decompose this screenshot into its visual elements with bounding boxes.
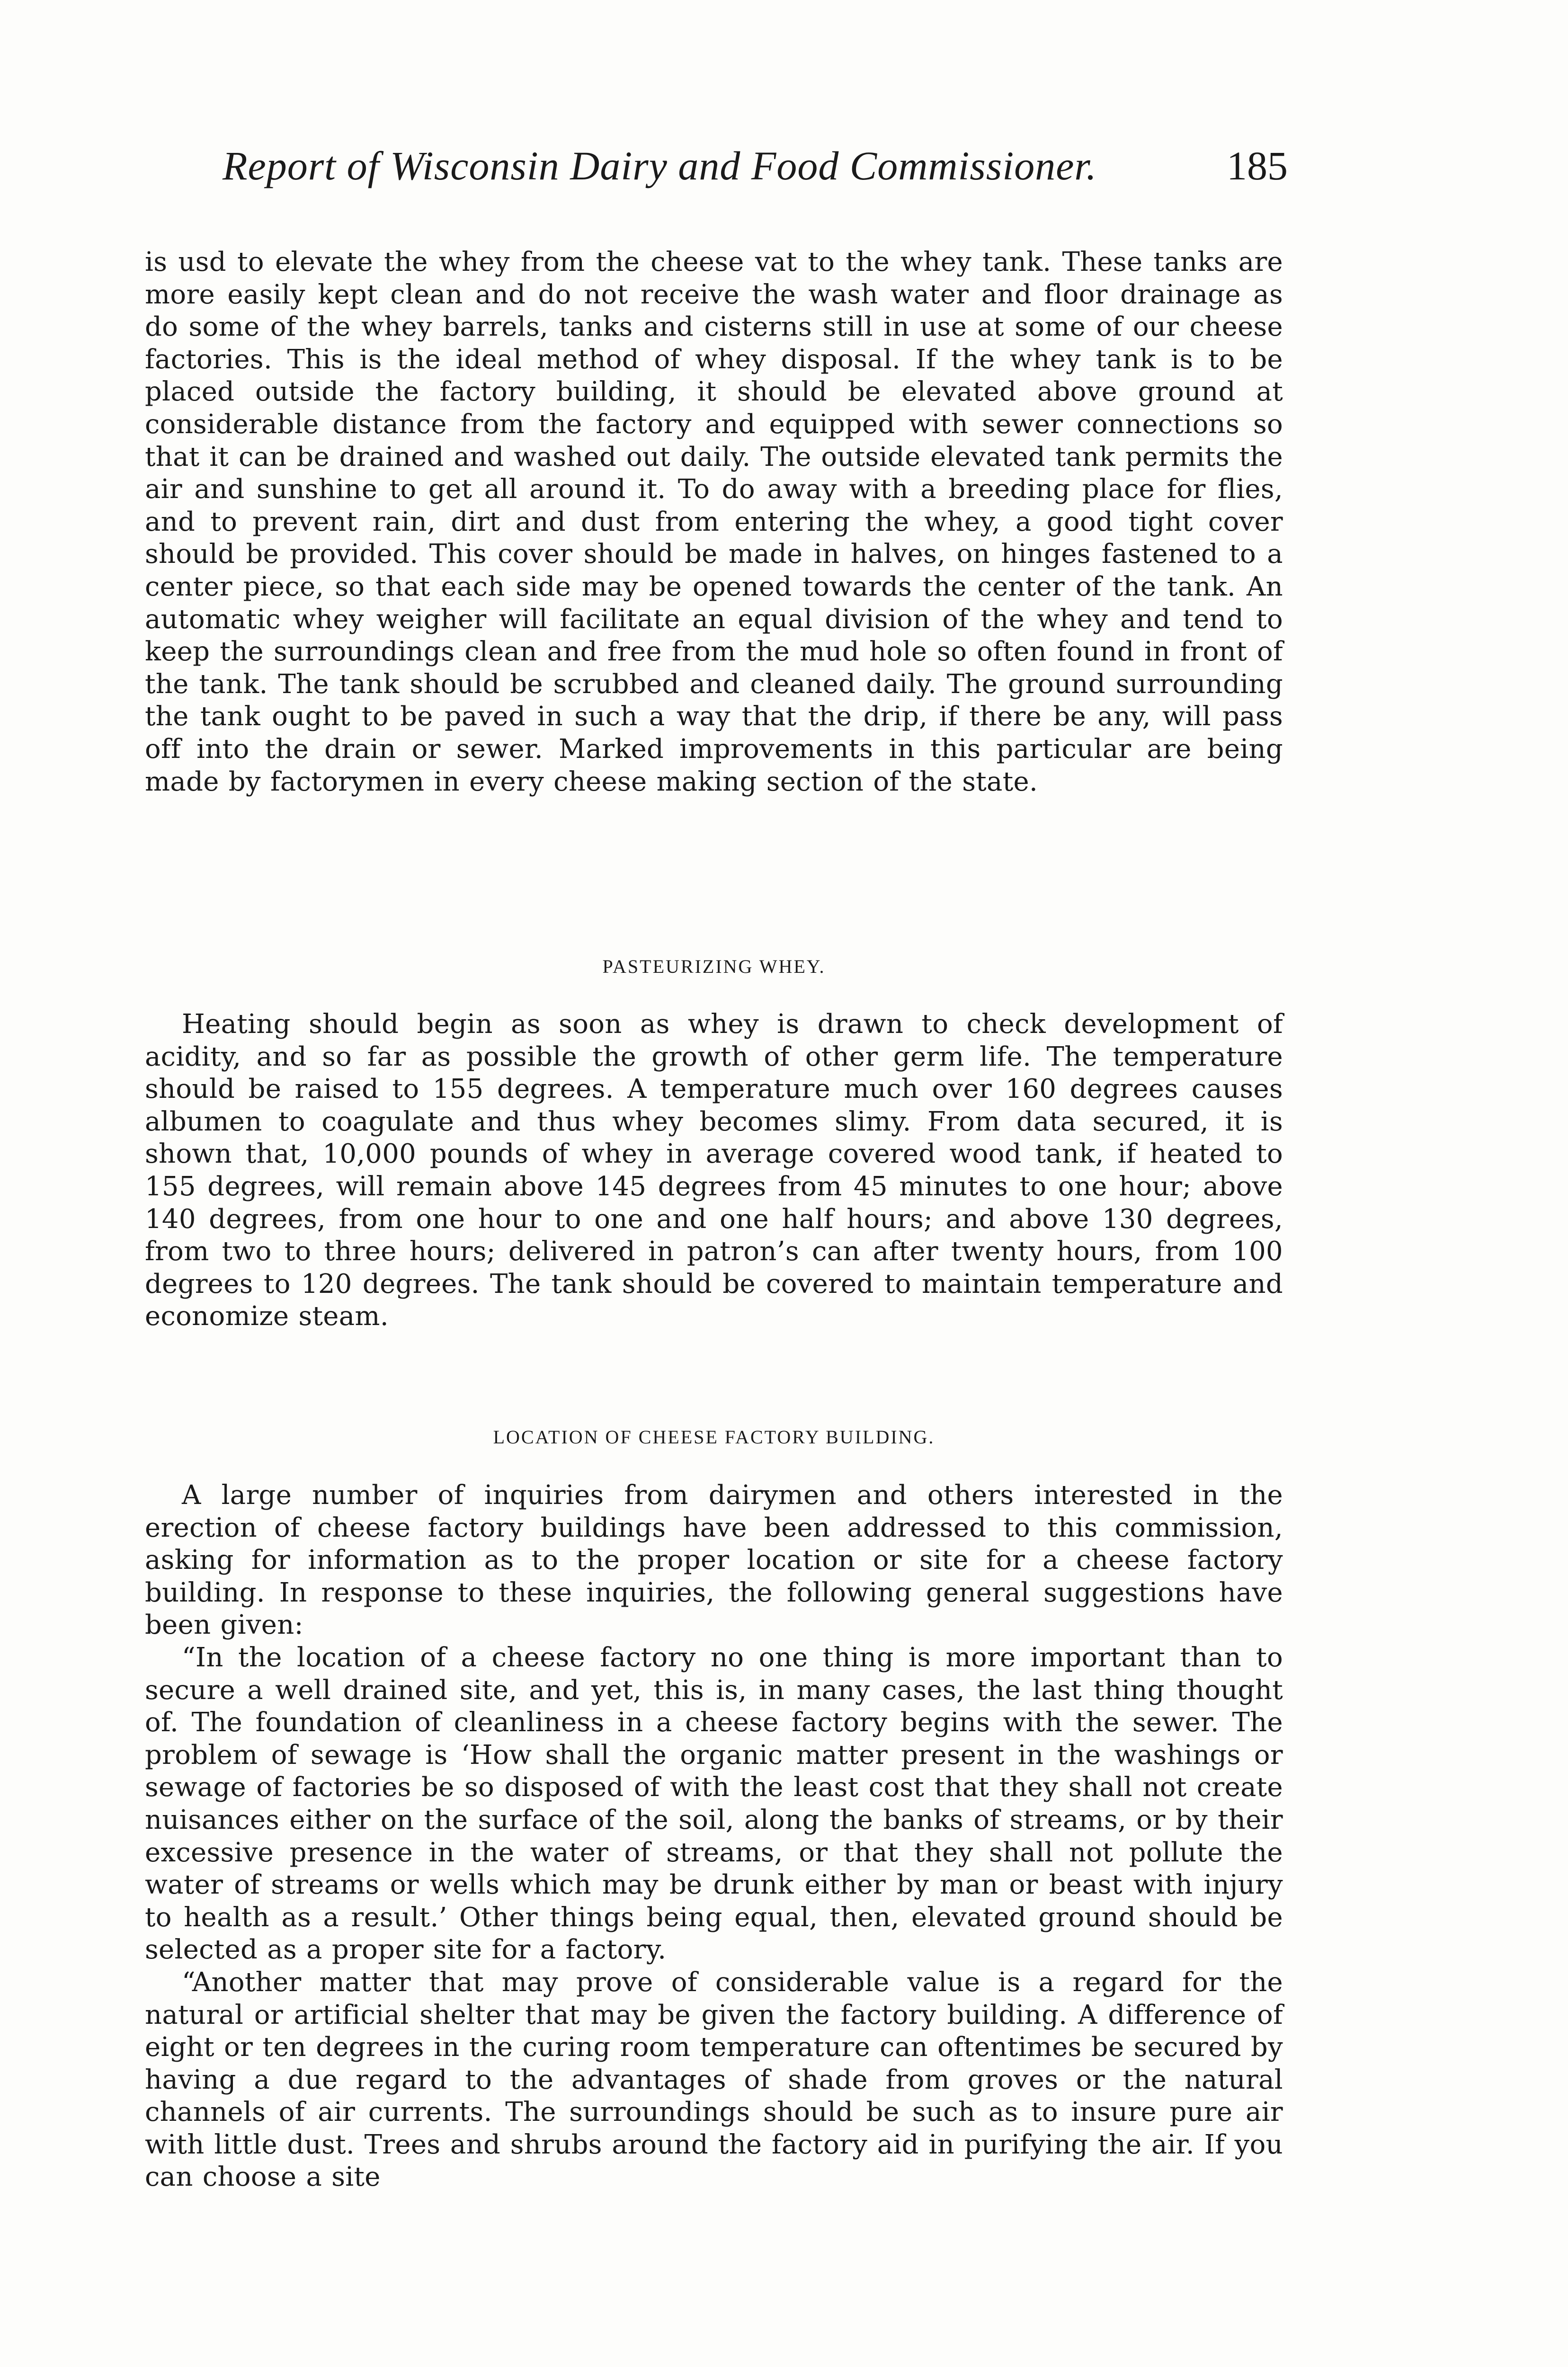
- body-section-factory-location: [145, 1479, 1283, 2194]
- paragraph-whey-tank: is usd to elevate the whey from the cheese vat to the whey tank. These tanks are more easily kept clean and do not receive the wash water and floor drainage as do some of the whey barrels, tanks and cisterns still in use at some of our cheese factories. This is the ideal method of whey disposal. If the whey tank is to be placed outside the factory building, it should be elevated above ground at considerable distance from the factory and equipped with sewer connections so that it can be drained and washed out daily. The outside elevated tank permits the air and sunshine to get all around it. To do away with a breeding place for flies, and to prevent rain, dirt and dust from entering the whey, a good tight cover should be provided. This cover should be made in halves, on hinges fastened to a center piece, so that each side may be opened towards the center of the tank. An automatic whey weigher will facilitate an equal division of the whey and tend to keep the surroundings clean and free from the mud hole so often found in front of the tank. The tank should be scrubbed and cleaned daily. The ground surrounding the tank ought to be paved in such a way that the drip, if there be any, will pass off into the drain or sewer. Marked improvements in this particular are being made by factorymen in every cheese making section of the state.: [145, 247, 1283, 797]
- paragraph-pasteurizing: Heating should begin as soon as whey is drawn to check development of acidity, and so far as possible the growth of other germ life. The temperature should be raised to 155 degrees. A temperature much over 160 degrees causes albumen to coagulate and thus whey becomes slimy. From data secured, it is shown that, 10,000 pounds of whey in average covered wood tank, if heated to 155 degrees, will remain above 145 degrees from 45 minutes to one hour; above 140 degrees, from one hour to one and one half hours; and above 130 degrees, from two to three hours; delivered in patron’s can after twenty hours, from 100 degrees to 120 degrees. The tank should be covered to maintain temperature and economize steam.: [145, 1009, 1283, 1332]
- body-section-pasteurizing: [145, 1008, 1283, 1333]
- paragraph-drained-site: “In the location of a cheese factory no one thing is more important than to secure a well drained site, and yet, this is, in many cases, the last thing thought of. The foundation of cleanliness in a cheese factory begins with the sewer. The problem of sewage is ‘How shall the organic matter present in the washings or sewage of factories be so disposed of with the least cost that they shall not create nuisances either on the surface of the soil, along the banks of streams, or by their excessive presence in the water of streams, or that they shall not pollute the water of streams or wells which may be drunk either by man or beast with injury to health as a result.’ Other things being equal, then, elevated ground should be selected as a proper site for a factory.: [145, 1642, 1283, 1966]
- body-section-whey-tank: [145, 246, 1283, 798]
- section-heading-factory-location: LOCATION OF CHEESE FACTORY BUILDING.: [493, 1426, 935, 1448]
- paragraph-shelter: “Another matter that may prove of considerable value is a regard for the natural or artificial shelter that may be given the factory building. A difference of eight or ten degrees in the curing room temperature can oftentimes be secured by having a due regard to the advantages of shade from groves or the natural channels of air currents. The surroundings should be such as to insure pure air with little dust. Trees and shrubs around the factory aid in purifying the air. If you can choose a site: [145, 1967, 1283, 2193]
- running-head-title: Report of Wisconsin Dairy and Food Commissioner.: [223, 143, 1097, 188]
- running-head: [223, 142, 1288, 199]
- section-heading-pasteurizing-whey: PASTEURIZING WHEY.: [602, 956, 826, 977]
- page-number: 185: [1227, 143, 1288, 188]
- paragraph-inquiries: A large number of inquiries from dairymen and others interested in the erection of cheese factory buildings have been addressed to this commission, asking for information as to the proper location or site for a cheese factory building. In response to these inquiries, the following general suggestions have been given:: [145, 1480, 1283, 1641]
